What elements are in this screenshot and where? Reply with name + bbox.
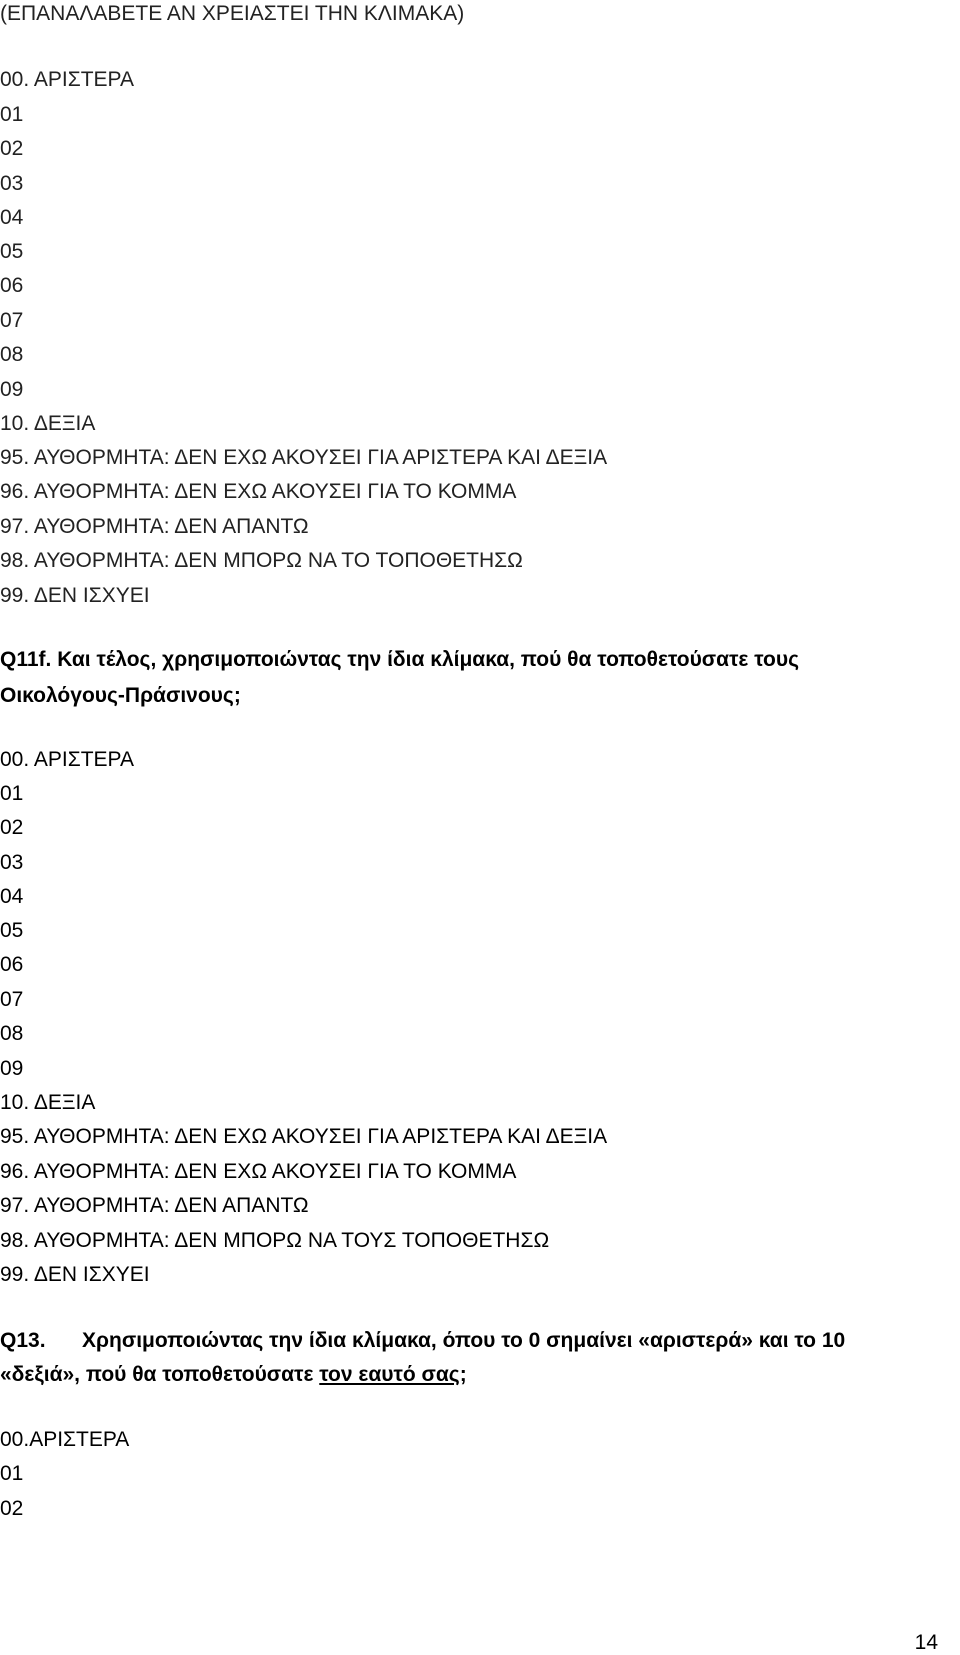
scale-option: 00. ΑΡΙΣΤΕΡΑ	[0, 748, 134, 771]
page-number: 14	[914, 1631, 938, 1654]
question-text: Χρησιμοποιώντας την ίδια κλίμακα, όπου το 0 σημαίνει «αριστερά» και το 10	[82, 1329, 846, 1352]
scale-option: 05	[0, 919, 24, 942]
scale-option: 02	[0, 137, 24, 160]
scale-option: 01	[0, 782, 24, 805]
question-text: «δεξιά», πού θα τοποθετούσατε	[0, 1363, 320, 1386]
scale-option: 05	[0, 240, 24, 263]
emphasized-text: τον εαυτό σας	[319, 1363, 460, 1386]
scale-option: 96. ΑΥΘΟΡΜΗΤΑ: ΔΕΝ ΕΧΩ ΑΚΟΥΣΕΙ ΓΙΑ ΤΟ ΚΟΜΜΑ	[0, 1160, 517, 1183]
scale-option: 08	[0, 343, 24, 366]
scale-option: 98. ΑΥΘΟΡΜΗΤΑ: ΔΕΝ ΜΠΟΡΩ ΝΑ ΤΟΥΣ ΤΟΠΟΘΕΤΗΣΩ	[0, 1229, 550, 1252]
scale-option: 04	[0, 885, 24, 908]
scale-option: 07	[0, 988, 24, 1011]
scale-option: 09	[0, 1057, 24, 1080]
scale-option: 99. ΔΕΝ ΙΣΧΥΕΙ	[0, 584, 150, 607]
scale-option: 00.ΑΡΙΣΤΕΡΑ	[0, 1428, 130, 1451]
scale-option: 95. ΑΥΘΟΡΜΗΤΑ: ΔΕΝ ΕΧΩ ΑΚΟΥΣΕΙ ΓΙΑ ΑΡΙΣΤΕΡΑ ΚΑΙ ΔΕΞΙΑ	[0, 1125, 608, 1148]
scale-option: 00. ΑΡΙΣΤΕΡΑ	[0, 68, 134, 91]
scale-option: 01	[0, 103, 24, 126]
scale-option: 10. ΔΕΞΙΑ	[0, 1091, 96, 1114]
scale-option: 09	[0, 378, 24, 401]
scale-option: 07	[0, 309, 24, 332]
scale-option: 08	[0, 1022, 24, 1045]
scale-option: 97. ΑΥΘΟΡΜΗΤΑ: ΔΕΝ ΑΠΑΝΤΩ	[0, 1194, 309, 1217]
scale-option: 03	[0, 172, 24, 195]
scale-option: 99. ΔΕΝ ΙΣΧΥΕΙ	[0, 1263, 150, 1286]
question-text: Οικολόγους-Πράσινους;	[0, 684, 241, 707]
scale-option: 10. ΔΕΞΙΑ	[0, 412, 96, 435]
question-line	[0, 1363, 467, 1387]
scale-option: 02	[0, 1497, 24, 1520]
scale-option: 06	[0, 953, 24, 976]
scale-option: 02	[0, 816, 24, 839]
scale-option: 97. ΑΥΘΟΡΜΗΤΑ: ΔΕΝ ΑΠΑΝΤΩ	[0, 515, 309, 538]
repeat-scale-instruction: (ΕΠΑΝΑΛΑΒΕΤΕ ΑΝ ΧΡΕΙΑΣΤΕΙ ΤΗΝ ΚΛΙΜΑΚΑ)	[0, 2, 465, 25]
scale-option: 03	[0, 851, 24, 874]
question-text: ;	[459, 1363, 467, 1386]
scale-option: 01	[0, 1462, 24, 1485]
question-text: Q11f. Και τέλος, χρησιμοποιώντας την ίδια κλίμακα, πού θα τοποθετούσατε τους	[0, 648, 799, 671]
scale-option: 98. ΑΥΘΟΡΜΗΤΑ: ΔΕΝ ΜΠΟΡΩ ΝΑ ΤΟ ΤΟΠΟΘΕΤΗΣΩ	[0, 549, 523, 572]
scale-option: 95. ΑΥΘΟΡΜΗΤΑ: ΔΕΝ ΕΧΩ ΑΚΟΥΣΕΙ ΓΙΑ ΑΡΙΣΤΕΡΑ ΚΑΙ ΔΕΞΙΑ	[0, 446, 608, 469]
question-number: Q13.	[0, 1329, 46, 1352]
scale-option: 96. ΑΥΘΟΡΜΗΤΑ: ΔΕΝ ΕΧΩ ΑΚΟΥΣΕΙ ΓΙΑ ΤΟ ΚΟΜΜΑ	[0, 480, 517, 503]
scale-option: 06	[0, 274, 24, 297]
scale-option: 04	[0, 206, 24, 229]
